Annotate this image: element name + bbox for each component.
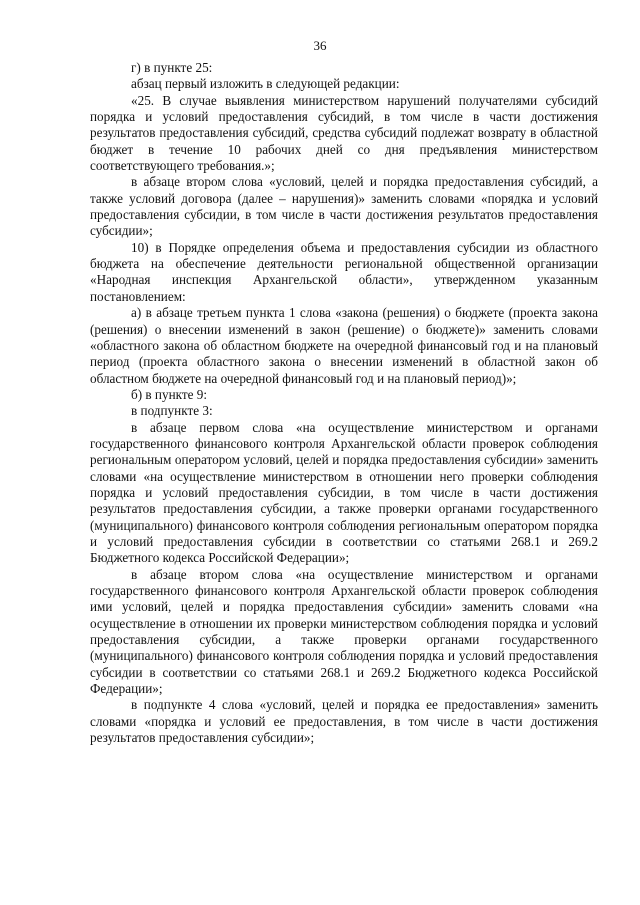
paragraph-item-g: г) в пункте 25:	[131, 60, 213, 75]
paragraph-item-b: б) в пункте 9:	[131, 386, 208, 402]
page-number: 36	[313, 38, 327, 53]
paragraph-second-abzac: в абзаце втором слова «условий, целей и порядка предоставления субсидий, а также условий договора (далее – нарушения)» заменить словами «порядка и условий предоставления субсидии, в том числе в части достижения результатов предоставления субсидии»;	[90, 174, 598, 239]
document-body	[90, 60, 598, 746]
paragraph-second-abzac-amend: в абзаце втором слова «на осуществление министерством и органами государственного финансового контроля Архангельской области проверок соблюдения ими условий, целей и порядка предоставления субсидии» заменить словами «на осуществление в отношении их проверки министерством соблюдения порядка и условий предоставления субсидии, а также проверки органами государственного (муниципального) финансового контроля соблюдения порядка и условий предоставления субсидии в соответствии со статьями 268.1 и 269.2 Бюджетного кодекса Российской Федерации»;	[90, 566, 598, 697]
paragraph-new-text-25: «25. В случае выявления министерством нарушений получателями субсидий порядка и условий предоставления субсидий, в том числе в части достижения результатов предоставления субсидий, средства субсидий подлежат возврату в областной бюджет в течение 10 рабочих дней со дня предъявления министерством соответствующего требования.»;	[90, 92, 598, 174]
paragraph-item-10: 10) в Порядке определения объема и предоставления субсидии из областного бюджета на обеспечение деятельности региональной общественной организации «Народная инспекция Архангельской области», утвержденном указанным постановлением:	[90, 239, 598, 304]
paragraph-first-abzac-amend: в абзаце первом слова «на осуществление министерством и органами государственного финансового контроля Архангельской области проверок соблюдения региональным оператором условий, целей и порядка предоставления субсидии» заменить словами «на осуществление министерством в отношении него проверки соблюдения порядка и условий предоставления субсидии, в том числе в части достижения результатов предоставления субсидии, а также проверки органами государственного (муниципального) финансового контроля соблюдения региональным оператором порядка и условий предоставления субсидии в соответствии со статьями 268.1 и 269.2 Бюджетного кодекса Российской Федерации»;	[90, 419, 598, 566]
paragraph-first-abzac: абзац первый изложить в следующей редакции:	[131, 76, 400, 92]
paragraph-item-a: а) в абзаце третьем пункта 1 слова «закона (решения) о бюджете (проекта закона (решения) о внесении изменений в закон (решение) о бюджете)» заменить словами «областного закона об областном бюджете на очередной финансовый год и на плановый период (проекта областного закона о внесении изменений в областной закон об областном бюджете на очередной финансовый год и на плановый период)»;	[90, 305, 598, 386]
paragraph-subitem-3: в подпункте 3:	[131, 403, 213, 419]
paragraph-subitem-4: в подпункте 4 слова «условий, целей и порядка ее предоставления» заменить словами «порядка и условий ее предоставления, в том числе в части достижения результатов предоставления субсидии»;	[90, 697, 598, 746]
